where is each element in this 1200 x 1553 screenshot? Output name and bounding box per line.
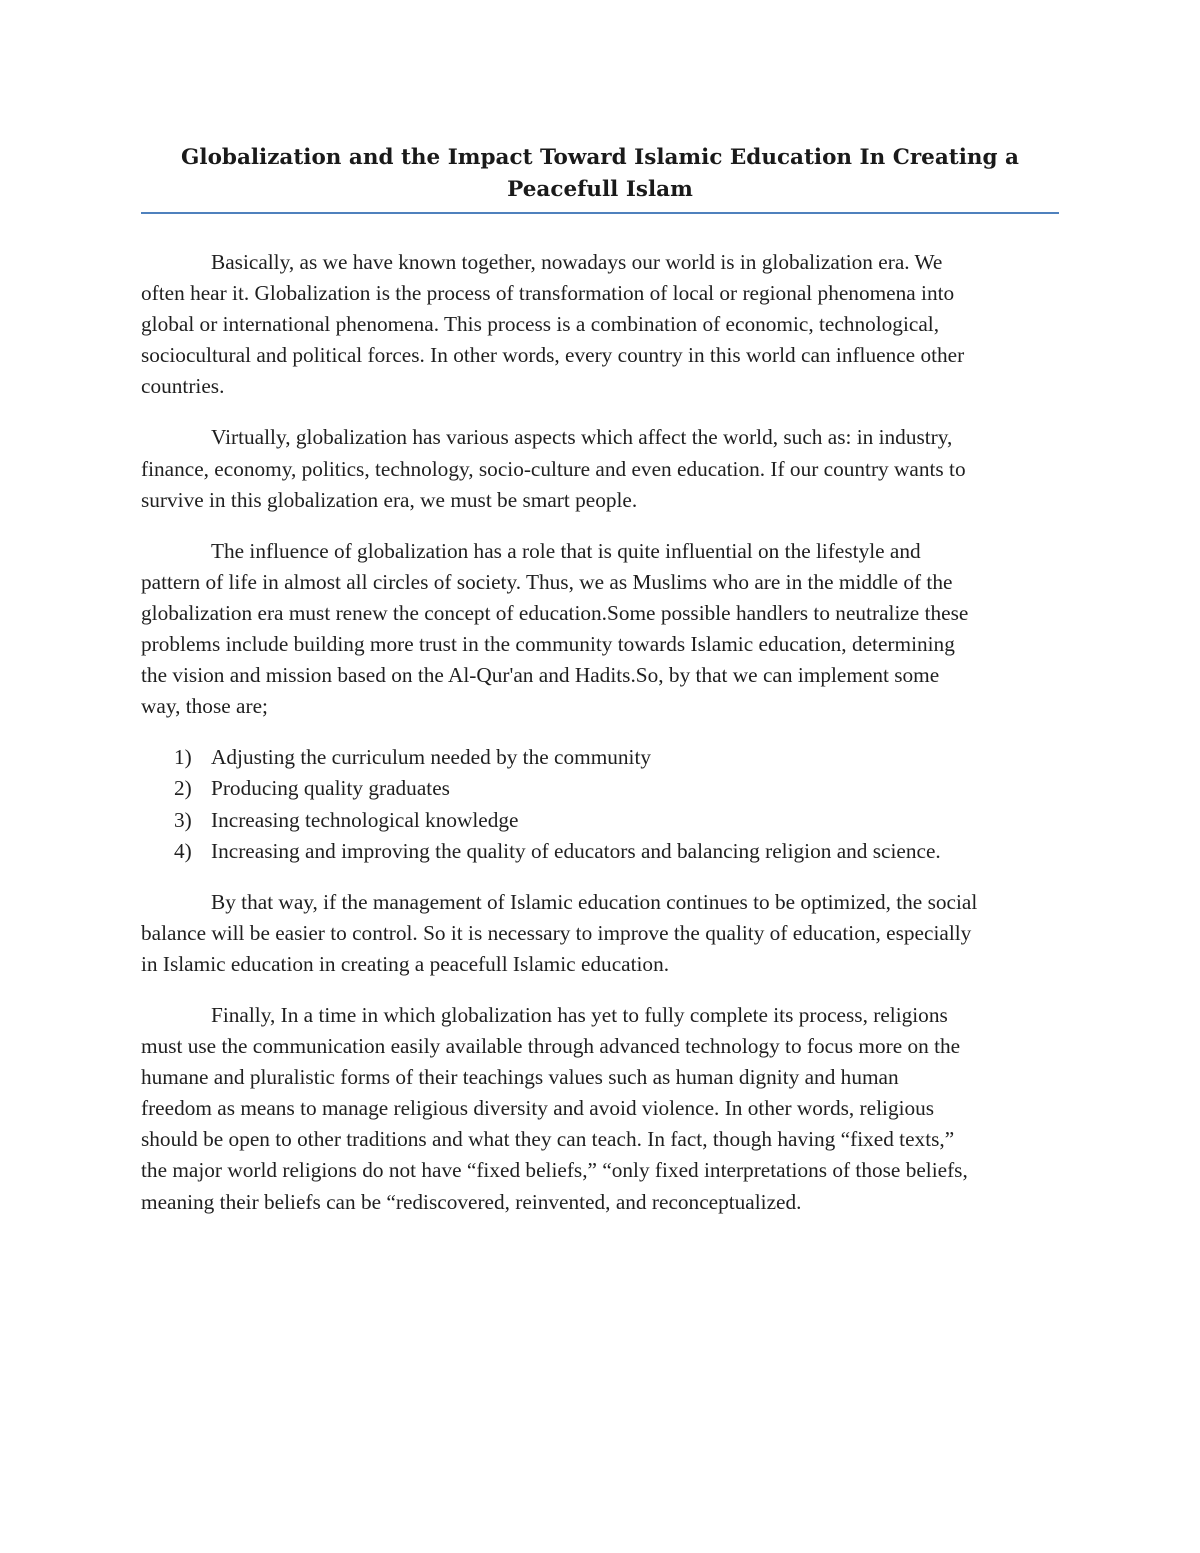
paragraph-line: the vision and mission based on the Al-Qur'an and Hadits.So, by that we can implement some — [141, 663, 940, 688]
paragraph-line: globalization era must renew the concept of education.Some possible handlers to neutralize these — [141, 600, 969, 625]
document-title — [141, 142, 1059, 206]
paragraph-line: finance, economy, politics, technology, socio-culture and even education. If our country wants to — [141, 456, 966, 481]
paragraph-3 — [141, 536, 1059, 723]
paragraph-line: should be open to other traditions and what they can teach. In fact, though having “fixed texts,” — [141, 1127, 955, 1152]
paragraph-5 — [141, 1000, 1059, 1218]
paragraph-line: global or international phenomena. This process is a combination of economic, technological, — [141, 312, 940, 337]
list-item-number: 4) — [174, 838, 192, 863]
list-item-number: 2) — [174, 776, 192, 801]
title-underline — [141, 212, 1059, 214]
paragraph-line: pattern of life in almost all circles of society. Thus, we as Muslims who are in the middle of the — [141, 569, 953, 594]
paragraph-line: often hear it. Globalization is the process of transformation of local or regional phenomena into — [141, 281, 955, 306]
list-item — [141, 773, 1059, 804]
paragraph-line: way, those are; — [141, 694, 268, 719]
list-item — [141, 805, 1059, 836]
paragraph-line: sociocultural and political forces. In other words, every country in this world can influence other — [141, 343, 965, 368]
paragraph-line: The influence of globalization has a role that is quite influential on the lifestyle and — [211, 538, 921, 563]
list-item — [141, 742, 1059, 773]
list-item-text: Adjusting the curriculum needed by the community — [211, 745, 652, 770]
paragraph-line: freedom as means to manage religious diversity and avoid violence. In other words, religious — [141, 1096, 935, 1121]
list-item-text: Increasing technological knowledge — [211, 807, 519, 832]
list-item-number: 1) — [174, 745, 192, 770]
paragraph-line: Virtually, globalization has various aspects which affect the world, such as: in industry, — [211, 425, 953, 450]
list-item — [141, 836, 1059, 867]
paragraph-line: problems include building more trust in the community towards Islamic education, determining — [141, 632, 955, 657]
document-page — [141, 142, 1059, 1238]
list-item-text: Increasing and improving the quality of educators and balancing religion and science. — [211, 838, 941, 863]
list-item-text: Producing quality graduates — [211, 776, 450, 801]
paragraph-line: must use the communication easily available through advanced technology to focus more on the — [141, 1034, 961, 1059]
paragraph-1 — [141, 247, 1059, 402]
numbered-list — [141, 742, 1059, 866]
paragraph-line: the major world religions do not have “fixed beliefs,” “only fixed interpretations of those beliefs, — [141, 1158, 968, 1183]
paragraph-line: balance will be easier to control. So it is necessary to improve the quality of education, especially — [141, 920, 972, 945]
paragraph-2 — [141, 422, 1059, 515]
paragraph-line: By that way, if the management of Islamic education continues to be optimized, the social — [211, 889, 978, 914]
title-line-1: Globalization and the Impact Toward Islamic Education In Creating a — [181, 145, 1019, 170]
paragraph-line: Finally, In a time in which globalization has yet to fully complete its process, religions — [211, 1002, 948, 1027]
paragraph-line: Basically, as we have known together, nowadays our world is in globalization era. We — [211, 250, 943, 274]
list-item-number: 3) — [174, 807, 192, 832]
paragraph-4 — [141, 887, 1059, 980]
paragraph-line: meaning their beliefs can be “rediscovered, reinvented, and reconceptualized. — [141, 1189, 802, 1214]
paragraph-line: humane and pluralistic forms of their teachings values such as human dignity and human — [141, 1065, 899, 1090]
title-line-2: Peacefull Islam — [507, 177, 693, 202]
paragraph-line: survive in this globalization era, we must be smart people. — [141, 487, 638, 512]
paragraph-line: in Islamic education in creating a peacefull Islamic education. — [141, 951, 670, 976]
paragraph-line: countries. — [141, 374, 225, 399]
